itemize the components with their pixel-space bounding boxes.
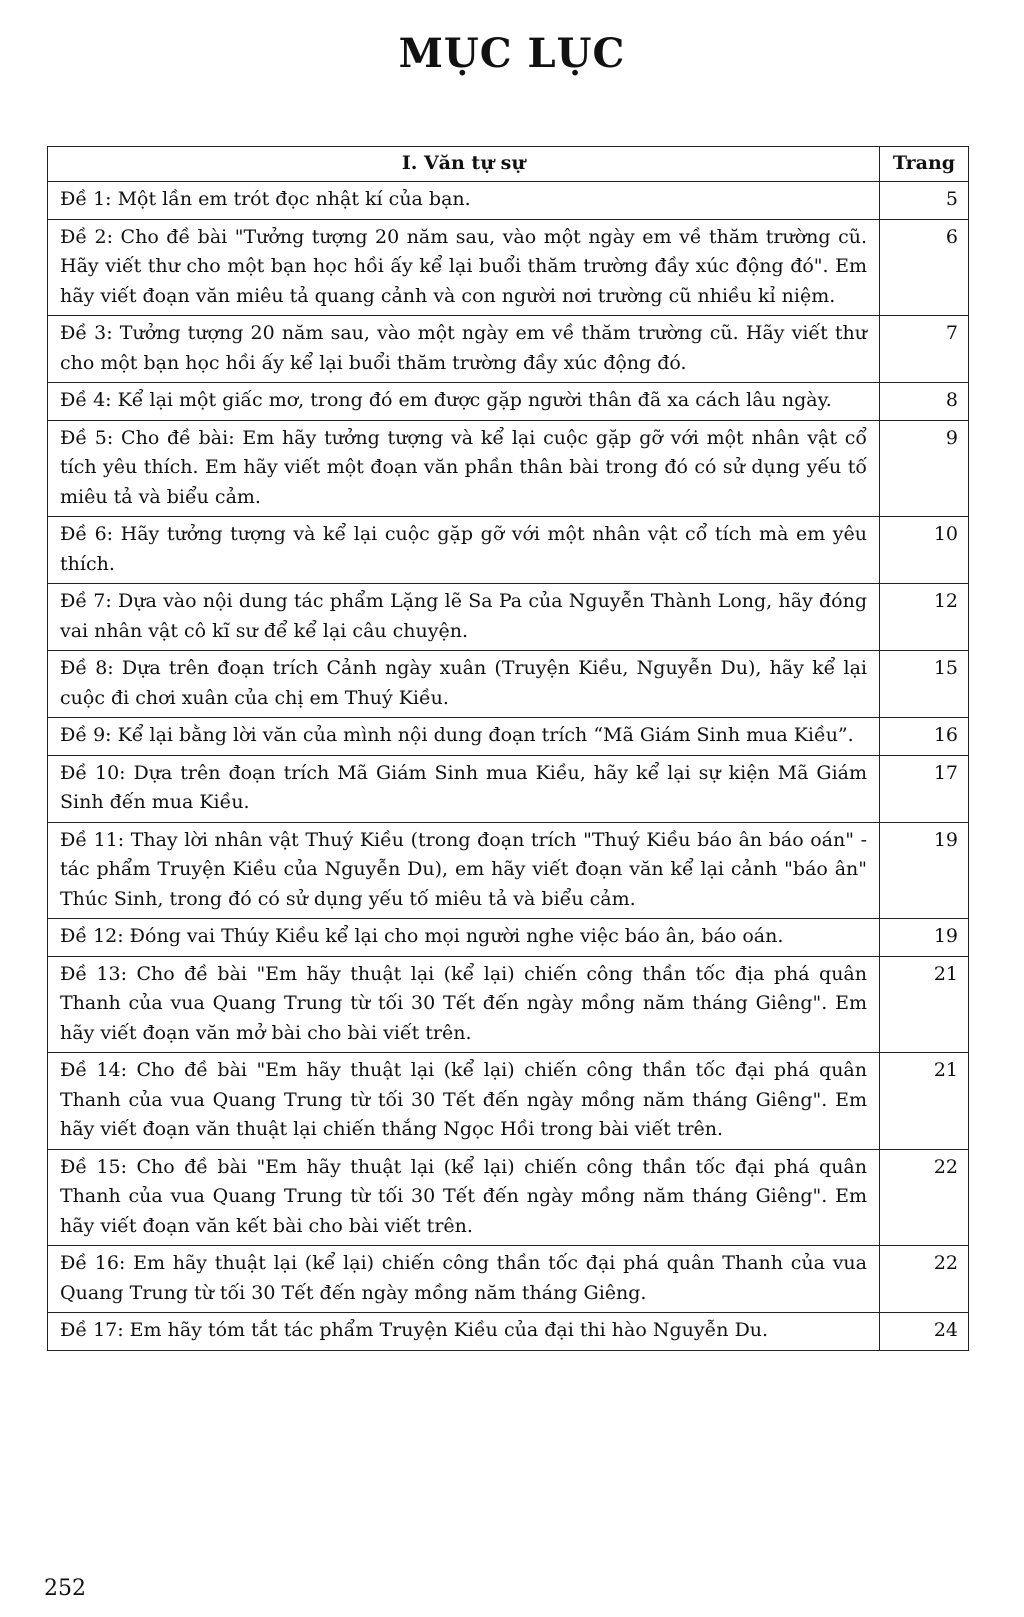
toc-row — [48, 1053, 969, 1150]
toc-row — [48, 651, 969, 718]
toc-entry-segment: ( — [486, 657, 502, 679]
toc-entry-page: 17 — [880, 755, 969, 822]
toc-entry-segment: Đề 13: Cho đề bài "Em hãy thuật lại (kể lại) chiến công thần tốc địa phá quân Thanh của vua Quang Trung từ tối 30 Tết đến ngày mồng năm tháng Giêng". Em hãy viết đoạn văn mở bài cho bài viết trên. — [60, 962, 867, 1044]
toc-entry-segment: Đề 16: Em hãy thuật lại (kể lại) chiến công thần tốc đại phá quân Thanh của vua Quang Trung từ tối 30 Tết đến ngày mồng năm tháng Giêng. — [60, 1252, 867, 1304]
toc-row — [48, 956, 969, 1053]
toc-header-row — [48, 147, 969, 182]
toc-entry-segment: Đề 14: Cho đề bài "Em hãy thuật lại (kể lại) chiến công thần tốc đại phá quân Thanh của vua Quang Trung từ tối 30 Tết đến ngày mồng năm tháng Giêng". Em hãy viết đoạn văn thuật lại chiến thắng Ngọc Hồi trong bài viết trên. — [60, 1059, 867, 1140]
toc-entry-text — [48, 219, 880, 316]
toc-entry-segment: Đề 1: Một lần em trót đọc nhật kí của bạn. — [60, 188, 471, 210]
toc-row — [48, 219, 969, 316]
toc-entry-segment: Đề 7: Dựa vào nội dung tác phẩm — [60, 590, 391, 612]
toc-entry-text — [48, 1313, 880, 1351]
toc-entry-text — [48, 383, 880, 421]
toc-entry-page: 5 — [880, 182, 969, 220]
toc-row — [48, 822, 969, 919]
toc-row — [48, 383, 969, 421]
toc-table — [47, 146, 969, 1351]
toc-row — [48, 1313, 969, 1351]
toc-entry-segment: Đề 9: Kể lại bằng lời văn của mình nội dung đoạn trích “Mã Giám Sinh mua Kiều”. — [60, 724, 854, 746]
toc-entry-page: 6 — [880, 219, 969, 316]
toc-entry-italic-title: Cảnh ngày xuân — [326, 657, 487, 679]
toc-entry-segment: Đề 2: Cho đề bài "Tưởng tượng 20 năm sau, vào một ngày em về thăm trường cũ. Hãy viết thư cho một bạn học hồi ấy kể lại buổi thăm trường đầy xúc động đó". Em hãy viết đoạn văn miêu tả quang cảnh và con người nơi trường cũ nhiều kỉ niệm. — [60, 225, 867, 307]
toc-entry-text — [48, 420, 880, 517]
toc-entry-text — [48, 651, 880, 718]
toc-entry-segment: Đề 10: Dựa trên đoạn trích — [60, 761, 338, 784]
toc-entry-page: 21 — [880, 1053, 969, 1150]
toc-entry-segment: của Nguyễn Thành Long, hãy đóng vai nhân vật cô kĩ sư để kể lại câu chuyện. — [60, 590, 868, 642]
toc-entry-text — [48, 1053, 880, 1150]
toc-entry-segment: Đề 3: Tưởng tượng 20 năm sau, vào một ngày em về thăm trường cũ. Hãy viết thư cho một bạn học hồi ấy kể lại buổi thăm trường đầy xúc động đó. — [60, 322, 867, 374]
toc-entry-page: 12 — [880, 584, 969, 651]
toc-entry-segment: Đề 8: Dựa trên đoạn trích — [60, 657, 327, 679]
toc-row — [48, 584, 969, 651]
toc-entry-segment: Đề 11: Thay lời nhân vật Thuý Kiều (trong đoạn trích "Thuý Kiều báo ân báo oán" - tác phẩm — [60, 828, 867, 880]
toc-entry-page: 24 — [880, 1313, 969, 1351]
toc-entry-text — [48, 517, 880, 584]
toc-entry-page: 15 — [880, 651, 969, 718]
toc-entry-text — [48, 1149, 880, 1246]
toc-entry-italic-title: Truyện Kiều — [157, 858, 277, 880]
toc-entry-segment: của Nguyễn Du), em hãy viết đoạn văn kể lại cảnh "báo ân" Thúc Sinh, trong đó có sử dụng yếu tố miêu tả và biểu cảm. — [60, 858, 867, 910]
toc-row — [48, 316, 969, 383]
toc-entry-segment: Đề 6: Hãy tưởng tượng và kể lại cuộc gặp gỡ với một nhân vật cổ tích mà em yêu thích. — [60, 523, 867, 575]
toc-entry-segment: Đề 5: Cho đề bài: Em hãy tưởng tượng và kể lại cuộc gặp gỡ với một nhân vật cổ tích yêu thích. Em hãy viết một đoạn văn phần thân bài trong đó có sử dụng yếu tố miêu tả và biểu cảm. — [60, 426, 867, 508]
toc-entry-text — [48, 1246, 880, 1313]
toc-entry-text — [48, 755, 880, 822]
toc-entry-page: 10 — [880, 517, 969, 584]
toc-entry-text — [48, 822, 880, 919]
toc-row — [48, 718, 969, 756]
toc-entry-segment: Đề 15: Cho đề bài "Em hãy thuật lại (kể lại) chiến công thần tốc đại phá quân Thanh của vua Quang Trung từ tối 30 Tết đến ngày mồng năm tháng Giêng". Em hãy viết đoạn văn kết bài cho bài viết trên. — [60, 1155, 867, 1237]
toc-entry-page: 22 — [880, 1149, 969, 1246]
toc-entry-segment: Đề 12: Đóng vai Thúy Kiều kể lại cho mọi người nghe việc báo ân, báo oán. — [60, 925, 784, 947]
toc-entry-italic-title: Mã Giám Sinh mua Kiều — [337, 761, 580, 784]
page-number: 252 — [44, 1576, 86, 1601]
toc-entry-segment: , Nguyễn Du), hãy kể lại cuộc đi chơi xuân của chị em Thuý Kiều. — [60, 657, 868, 709]
toc-row — [48, 919, 969, 957]
toc-entry-text — [48, 919, 880, 957]
toc-row — [48, 1149, 969, 1246]
toc-entry-page: 8 — [880, 383, 969, 421]
toc-row — [48, 517, 969, 584]
toc-entry-text — [48, 584, 880, 651]
toc-entry-segment: Đề 4: Kể lại một giấc mơ, trong đó em được gặp người thân đã xa cách lâu ngày. — [60, 389, 832, 411]
toc-row — [48, 420, 969, 517]
toc-entry-page: 19 — [880, 919, 969, 957]
toc-entry-italic-title: Truyện Kiều — [379, 1319, 498, 1341]
toc-entry-page: 22 — [880, 1246, 969, 1313]
toc-row — [48, 1246, 969, 1313]
toc-entry-text — [48, 182, 880, 220]
toc-entry-italic-title: Truyện Kiều — [501, 657, 623, 679]
page-title: MỤC LỤC — [398, 30, 626, 77]
toc-entry-page: 21 — [880, 956, 969, 1053]
toc-body — [48, 182, 969, 1351]
toc-entry-segment: của đại thi hào Nguyễn Du. — [497, 1319, 769, 1341]
toc-row — [48, 182, 969, 220]
toc-entry-italic-title: Lặng lẽ Sa Pa — [390, 590, 523, 612]
page-column-header: Trang — [880, 147, 969, 182]
toc-entry-text — [48, 956, 880, 1053]
toc-entry-text — [48, 316, 880, 383]
section-heading: I. Văn tự sự — [48, 147, 880, 182]
toc-entry-segment: , hãy kể lại sự kiện Mã Giám Sinh đến mua Kiều. — [60, 761, 867, 813]
toc-entry-page: 7 — [880, 316, 969, 383]
toc-entry-page: 16 — [880, 718, 969, 756]
toc-row — [48, 755, 969, 822]
toc-entry-page: 19 — [880, 822, 969, 919]
toc-entry-page: 9 — [880, 420, 969, 517]
toc-entry-segment: Đề 17: Em hãy tóm tắt tác phẩm — [60, 1319, 380, 1341]
toc-entry-text — [48, 718, 880, 756]
